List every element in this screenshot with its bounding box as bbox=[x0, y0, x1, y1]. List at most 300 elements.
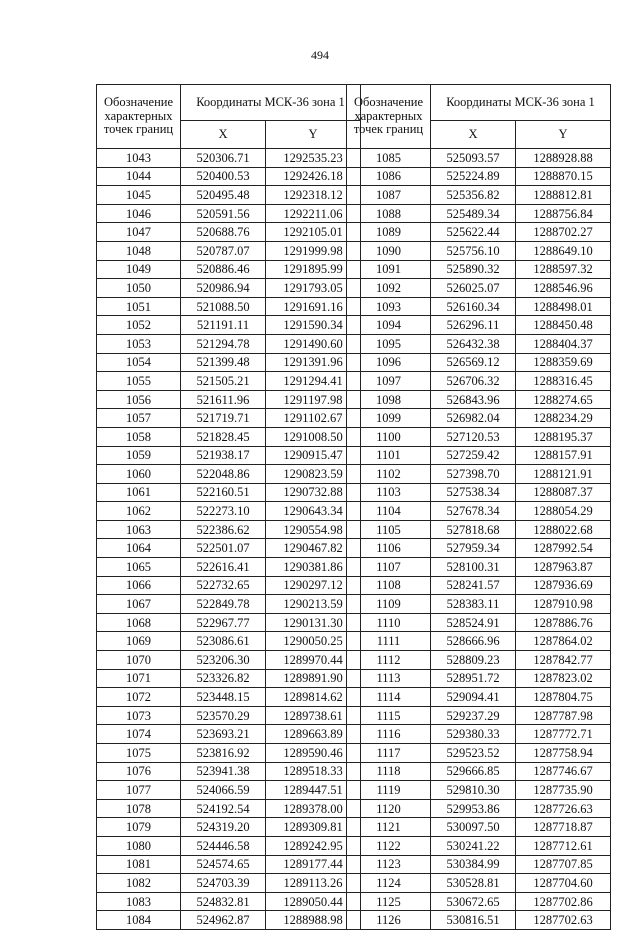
table-row bbox=[97, 241, 361, 260]
point-number-cell: 1116 bbox=[347, 725, 431, 744]
table-row bbox=[97, 390, 361, 409]
y-coordinate-cell: 1288546.96 bbox=[516, 279, 611, 298]
x-coordinate-cell: 530241.22 bbox=[431, 836, 516, 855]
y-coordinate-cell: 1288054.29 bbox=[516, 502, 611, 521]
x-coordinate-cell: 529810.30 bbox=[431, 781, 516, 800]
point-number-cell: 1125 bbox=[347, 892, 431, 911]
table-row bbox=[347, 855, 611, 874]
x-coordinate-cell: 520306.71 bbox=[181, 149, 266, 168]
x-coordinate-cell: 529237.29 bbox=[431, 706, 516, 725]
table-row bbox=[97, 762, 361, 781]
y-coordinate-cell: 1290381.86 bbox=[266, 558, 361, 577]
x-coordinate-cell: 520986.94 bbox=[181, 279, 266, 298]
point-number-cell: 1058 bbox=[97, 427, 181, 446]
x-coordinate-cell: 521828.45 bbox=[181, 427, 266, 446]
point-number-cell: 1095 bbox=[347, 334, 431, 353]
table-row bbox=[347, 316, 611, 335]
table-row bbox=[97, 297, 361, 316]
x-coordinate-cell: 526569.12 bbox=[431, 353, 516, 372]
y-coordinate-cell: 1287804.75 bbox=[516, 688, 611, 707]
table-row bbox=[97, 799, 361, 818]
point-number-cell: 1090 bbox=[347, 241, 431, 260]
point-number-cell: 1043 bbox=[97, 149, 181, 168]
x-coordinate-cell: 528100.31 bbox=[431, 558, 516, 577]
point-number-cell: 1083 bbox=[97, 892, 181, 911]
y-coordinate-cell: 1289970.44 bbox=[266, 651, 361, 670]
y-coordinate-cell: 1288404.37 bbox=[516, 334, 611, 353]
table-row bbox=[347, 762, 611, 781]
table-row bbox=[97, 465, 361, 484]
table-row bbox=[97, 539, 361, 558]
y-coordinate-cell: 1291490.60 bbox=[266, 334, 361, 353]
x-coordinate-cell: 521399.48 bbox=[181, 353, 266, 372]
x-coordinate-cell: 528809.23 bbox=[431, 651, 516, 670]
point-number-cell: 1061 bbox=[97, 483, 181, 502]
x-coordinate-cell: 521611.96 bbox=[181, 390, 266, 409]
table-row bbox=[97, 688, 361, 707]
point-number-cell: 1114 bbox=[347, 688, 431, 707]
point-number-cell: 1062 bbox=[97, 502, 181, 521]
point-number-cell: 1096 bbox=[347, 353, 431, 372]
point-number-cell: 1112 bbox=[347, 651, 431, 670]
y-coordinate-cell: 1292105.01 bbox=[266, 223, 361, 242]
x-coordinate-cell: 523941.38 bbox=[181, 762, 266, 781]
x-coordinate-cell: 526706.32 bbox=[431, 372, 516, 391]
x-coordinate-cell: 524319.20 bbox=[181, 818, 266, 837]
x-coordinate-cell: 525224.89 bbox=[431, 167, 516, 186]
y-column-header: Y bbox=[516, 121, 611, 149]
y-coordinate-cell: 1291691.16 bbox=[266, 297, 361, 316]
point-number-cell: 1045 bbox=[97, 186, 181, 205]
table-row bbox=[347, 483, 611, 502]
x-coordinate-cell: 521719.71 bbox=[181, 409, 266, 428]
y-coordinate-cell: 1291793.05 bbox=[266, 279, 361, 298]
y-coordinate-cell: 1291197.98 bbox=[266, 390, 361, 409]
table-row bbox=[97, 595, 361, 614]
y-coordinate-cell: 1288087.37 bbox=[516, 483, 611, 502]
point-number-cell: 1069 bbox=[97, 632, 181, 651]
x-coordinate-cell: 523816.92 bbox=[181, 744, 266, 763]
point-number-cell: 1077 bbox=[97, 781, 181, 800]
table-row bbox=[97, 334, 361, 353]
x-coordinate-cell: 524192.54 bbox=[181, 799, 266, 818]
x-coordinate-cell: 525093.57 bbox=[431, 149, 516, 168]
table-row bbox=[97, 204, 361, 223]
point-number-cell: 1106 bbox=[347, 539, 431, 558]
point-number-cell: 1110 bbox=[347, 613, 431, 632]
point-number-cell: 1120 bbox=[347, 799, 431, 818]
y-coordinate-cell: 1288812.81 bbox=[516, 186, 611, 205]
y-coordinate-cell: 1287864.02 bbox=[516, 632, 611, 651]
table-row bbox=[97, 576, 361, 595]
y-coordinate-cell: 1288498.01 bbox=[516, 297, 611, 316]
x-coordinate-cell: 524066.59 bbox=[181, 781, 266, 800]
point-number-cell: 1080 bbox=[97, 836, 181, 855]
x-coordinate-cell: 524832.81 bbox=[181, 892, 266, 911]
point-number-cell: 1085 bbox=[347, 149, 431, 168]
point-number-cell: 1102 bbox=[347, 465, 431, 484]
point-number-cell: 1126 bbox=[347, 911, 431, 930]
x-coordinate-cell: 527538.34 bbox=[431, 483, 516, 502]
x-coordinate-cell: 526160.34 bbox=[431, 297, 516, 316]
y-coordinate-cell: 1288234.29 bbox=[516, 409, 611, 428]
point-number-cell: 1074 bbox=[97, 725, 181, 744]
y-coordinate-cell: 1288450.48 bbox=[516, 316, 611, 335]
y-coordinate-cell: 1287735.90 bbox=[516, 781, 611, 800]
x-coordinate-cell: 526982.04 bbox=[431, 409, 516, 428]
x-coordinate-cell: 522967.77 bbox=[181, 613, 266, 632]
y-coordinate-cell: 1291008.50 bbox=[266, 427, 361, 446]
table-row bbox=[97, 372, 361, 391]
coordinates-header: Координаты МСК-36 зона 1 bbox=[181, 85, 361, 121]
table-row bbox=[347, 372, 611, 391]
y-coordinate-cell: 1288597.32 bbox=[516, 260, 611, 279]
y-coordinate-cell: 1291391.96 bbox=[266, 353, 361, 372]
point-number-cell: 1101 bbox=[347, 446, 431, 465]
x-coordinate-cell: 527959.34 bbox=[431, 539, 516, 558]
y-coordinate-cell: 1290732.88 bbox=[266, 483, 361, 502]
point-number-cell: 1103 bbox=[347, 483, 431, 502]
x-coordinate-cell: 530672.65 bbox=[431, 892, 516, 911]
table-row bbox=[347, 167, 611, 186]
x-coordinate-cell: 530528.81 bbox=[431, 874, 516, 893]
x-coordinate-cell: 524703.39 bbox=[181, 874, 266, 893]
y-coordinate-cell: 1289738.61 bbox=[266, 706, 361, 725]
table-row bbox=[347, 595, 611, 614]
point-number-cell: 1124 bbox=[347, 874, 431, 893]
x-coordinate-cell: 527818.68 bbox=[431, 520, 516, 539]
y-coordinate-cell: 1289309.81 bbox=[266, 818, 361, 837]
table-row bbox=[97, 260, 361, 279]
y-coordinate-cell: 1291294.41 bbox=[266, 372, 361, 391]
y-coordinate-cell: 1288195.37 bbox=[516, 427, 611, 446]
table-row bbox=[97, 149, 361, 168]
y-coordinate-cell: 1291895.99 bbox=[266, 260, 361, 279]
table-row bbox=[347, 520, 611, 539]
x-coordinate-cell: 530384.99 bbox=[431, 855, 516, 874]
y-coordinate-cell: 1287758.94 bbox=[516, 744, 611, 763]
point-number-cell: 1082 bbox=[97, 874, 181, 893]
point-number-cell: 1065 bbox=[97, 558, 181, 577]
point-number-cell: 1067 bbox=[97, 595, 181, 614]
x-coordinate-cell: 524962.87 bbox=[181, 911, 266, 930]
table-row bbox=[347, 688, 611, 707]
table-row bbox=[97, 911, 361, 930]
table-row bbox=[347, 558, 611, 577]
y-coordinate-cell: 1290213.59 bbox=[266, 595, 361, 614]
table-row bbox=[347, 465, 611, 484]
y-coordinate-cell: 1289590.46 bbox=[266, 744, 361, 763]
y-coordinate-cell: 1288022.68 bbox=[516, 520, 611, 539]
table-row bbox=[347, 539, 611, 558]
point-number-cell: 1078 bbox=[97, 799, 181, 818]
coordinates-table-right bbox=[346, 84, 611, 930]
y-coordinate-cell: 1287712.61 bbox=[516, 836, 611, 855]
point-number-cell: 1056 bbox=[97, 390, 181, 409]
y-coordinate-cell: 1287963.87 bbox=[516, 558, 611, 577]
point-number-cell: 1089 bbox=[347, 223, 431, 242]
point-number-cell: 1088 bbox=[347, 204, 431, 223]
y-coordinate-cell: 1290554.98 bbox=[266, 520, 361, 539]
point-number-cell: 1104 bbox=[347, 502, 431, 521]
table-row bbox=[97, 892, 361, 911]
y-coordinate-cell: 1288988.98 bbox=[266, 911, 361, 930]
y-coordinate-cell: 1287746.67 bbox=[516, 762, 611, 781]
table-row bbox=[97, 706, 361, 725]
point-number-cell: 1100 bbox=[347, 427, 431, 446]
y-coordinate-cell: 1289378.00 bbox=[266, 799, 361, 818]
point-number-cell: 1099 bbox=[347, 409, 431, 428]
point-number-cell: 1046 bbox=[97, 204, 181, 223]
y-coordinate-cell: 1290643.34 bbox=[266, 502, 361, 521]
x-coordinate-cell: 527259.42 bbox=[431, 446, 516, 465]
x-coordinate-cell: 527398.70 bbox=[431, 465, 516, 484]
x-coordinate-cell: 522616.41 bbox=[181, 558, 266, 577]
point-number-cell: 1073 bbox=[97, 706, 181, 725]
y-coordinate-cell: 1287726.63 bbox=[516, 799, 611, 818]
y-coordinate-cell: 1290467.82 bbox=[266, 539, 361, 558]
table-row bbox=[347, 781, 611, 800]
y-coordinate-cell: 1287910.98 bbox=[516, 595, 611, 614]
table-row bbox=[347, 632, 611, 651]
y-coordinate-cell: 1292535.23 bbox=[266, 149, 361, 168]
point-number-cell: 1048 bbox=[97, 241, 181, 260]
point-number-cell: 1053 bbox=[97, 334, 181, 353]
x-coordinate-cell: 525756.10 bbox=[431, 241, 516, 260]
table-row bbox=[97, 874, 361, 893]
point-number-cell: 1113 bbox=[347, 669, 431, 688]
x-coordinate-cell: 520400.53 bbox=[181, 167, 266, 186]
table-row bbox=[347, 241, 611, 260]
table-row bbox=[347, 186, 611, 205]
y-coordinate-cell: 1290050.25 bbox=[266, 632, 361, 651]
y-coordinate-cell: 1290823.59 bbox=[266, 465, 361, 484]
y-coordinate-cell: 1289050.44 bbox=[266, 892, 361, 911]
table-row bbox=[97, 483, 361, 502]
y-coordinate-cell: 1287886.76 bbox=[516, 613, 611, 632]
x-coordinate-cell: 522732.65 bbox=[181, 576, 266, 595]
point-number-cell: 1051 bbox=[97, 297, 181, 316]
x-coordinate-cell: 523693.21 bbox=[181, 725, 266, 744]
point-number-cell: 1081 bbox=[97, 855, 181, 874]
x-coordinate-cell: 525622.44 bbox=[431, 223, 516, 242]
point-number-cell: 1117 bbox=[347, 744, 431, 763]
point-number-cell: 1121 bbox=[347, 818, 431, 837]
point-number-cell: 1097 bbox=[347, 372, 431, 391]
x-coordinate-cell: 523570.29 bbox=[181, 706, 266, 725]
x-coordinate-cell: 528383.11 bbox=[431, 595, 516, 614]
table-row bbox=[97, 632, 361, 651]
point-number-cell: 1105 bbox=[347, 520, 431, 539]
y-coordinate-cell: 1288274.65 bbox=[516, 390, 611, 409]
table-row bbox=[347, 204, 611, 223]
table-row bbox=[347, 446, 611, 465]
x-coordinate-cell: 528524.91 bbox=[431, 613, 516, 632]
y-coordinate-cell: 1291590.34 bbox=[266, 316, 361, 335]
table-row bbox=[347, 744, 611, 763]
y-coordinate-cell: 1292211.06 bbox=[266, 204, 361, 223]
y-coordinate-cell: 1287707.85 bbox=[516, 855, 611, 874]
point-number-cell: 1066 bbox=[97, 576, 181, 595]
point-number-cell: 1084 bbox=[97, 911, 181, 930]
table-row bbox=[97, 558, 361, 577]
y-coordinate-cell: 1288928.88 bbox=[516, 149, 611, 168]
table-row bbox=[97, 651, 361, 670]
x-coordinate-cell: 521294.78 bbox=[181, 334, 266, 353]
point-number-cell: 1059 bbox=[97, 446, 181, 465]
x-coordinate-cell: 520886.46 bbox=[181, 260, 266, 279]
y-coordinate-cell: 1289663.89 bbox=[266, 725, 361, 744]
y-column-header: Y bbox=[266, 121, 361, 149]
table-row bbox=[347, 725, 611, 744]
page-number: 494 bbox=[311, 48, 329, 62]
x-coordinate-cell: 520787.07 bbox=[181, 241, 266, 260]
table-row bbox=[347, 502, 611, 521]
y-coordinate-cell: 1289518.33 bbox=[266, 762, 361, 781]
point-number-cell: 1072 bbox=[97, 688, 181, 707]
point-number-cell: 1094 bbox=[347, 316, 431, 335]
table-row bbox=[97, 855, 361, 874]
point-number-cell: 1060 bbox=[97, 465, 181, 484]
point-number-cell: 1123 bbox=[347, 855, 431, 874]
x-coordinate-cell: 528666.96 bbox=[431, 632, 516, 651]
y-coordinate-cell: 1289891.90 bbox=[266, 669, 361, 688]
x-coordinate-cell: 529666.85 bbox=[431, 762, 516, 781]
point-number-cell: 1118 bbox=[347, 762, 431, 781]
point-number-cell: 1092 bbox=[347, 279, 431, 298]
point-number-cell: 1079 bbox=[97, 818, 181, 837]
point-number-cell: 1122 bbox=[347, 836, 431, 855]
point-number-cell: 1107 bbox=[347, 558, 431, 577]
x-coordinate-cell: 525356.82 bbox=[431, 186, 516, 205]
x-coordinate-cell: 520688.76 bbox=[181, 223, 266, 242]
table-row bbox=[97, 744, 361, 763]
y-coordinate-cell: 1290297.12 bbox=[266, 576, 361, 595]
point-number-cell: 1098 bbox=[347, 390, 431, 409]
table-row bbox=[347, 260, 611, 279]
table-row bbox=[97, 353, 361, 372]
table-row bbox=[347, 390, 611, 409]
table-row bbox=[347, 223, 611, 242]
y-coordinate-cell: 1287992.54 bbox=[516, 539, 611, 558]
table-row bbox=[97, 725, 361, 744]
point-number-cell: 1044 bbox=[97, 167, 181, 186]
table-row bbox=[97, 781, 361, 800]
table-row bbox=[97, 446, 361, 465]
y-coordinate-cell: 1287718.87 bbox=[516, 818, 611, 837]
x-coordinate-cell: 522501.07 bbox=[181, 539, 266, 558]
y-coordinate-cell: 1287704.60 bbox=[516, 874, 611, 893]
table-row bbox=[347, 427, 611, 446]
y-coordinate-cell: 1290131.30 bbox=[266, 613, 361, 632]
point-designation-header: Обозначение характерных точек границ bbox=[347, 85, 431, 149]
point-number-cell: 1115 bbox=[347, 706, 431, 725]
y-coordinate-cell: 1287702.86 bbox=[516, 892, 611, 911]
table-row bbox=[97, 427, 361, 446]
x-coordinate-cell: 528951.72 bbox=[431, 669, 516, 688]
y-coordinate-cell: 1291102.67 bbox=[266, 409, 361, 428]
x-coordinate-cell: 527120.53 bbox=[431, 427, 516, 446]
x-coordinate-cell: 526843.96 bbox=[431, 390, 516, 409]
x-coordinate-cell: 527678.34 bbox=[431, 502, 516, 521]
point-number-cell: 1086 bbox=[347, 167, 431, 186]
x-coordinate-cell: 530816.51 bbox=[431, 911, 516, 930]
point-number-cell: 1075 bbox=[97, 744, 181, 763]
y-coordinate-cell: 1287702.63 bbox=[516, 911, 611, 930]
point-number-cell: 1109 bbox=[347, 595, 431, 614]
coordinates-header: Координаты МСК-36 зона 1 bbox=[431, 85, 611, 121]
x-coordinate-cell: 526025.07 bbox=[431, 279, 516, 298]
table-row bbox=[97, 520, 361, 539]
y-coordinate-cell: 1287772.71 bbox=[516, 725, 611, 744]
y-coordinate-cell: 1288756.84 bbox=[516, 204, 611, 223]
point-number-cell: 1076 bbox=[97, 762, 181, 781]
y-coordinate-cell: 1288649.10 bbox=[516, 241, 611, 260]
x-coordinate-cell: 521088.50 bbox=[181, 297, 266, 316]
y-coordinate-cell: 1288702.27 bbox=[516, 223, 611, 242]
x-coordinate-cell: 529380.33 bbox=[431, 725, 516, 744]
point-designation-header: Обозначение характерных точек границ bbox=[97, 85, 181, 149]
x-coordinate-cell: 523206.30 bbox=[181, 651, 266, 670]
y-coordinate-cell: 1288157.91 bbox=[516, 446, 611, 465]
y-coordinate-cell: 1289242.95 bbox=[266, 836, 361, 855]
y-coordinate-cell: 1290915.47 bbox=[266, 446, 361, 465]
y-coordinate-cell: 1288870.15 bbox=[516, 167, 611, 186]
table-row bbox=[97, 818, 361, 837]
table-row bbox=[97, 669, 361, 688]
y-coordinate-cell: 1288316.45 bbox=[516, 372, 611, 391]
x-coordinate-cell: 526296.11 bbox=[431, 316, 516, 335]
table-row bbox=[347, 836, 611, 855]
y-coordinate-cell: 1292426.18 bbox=[266, 167, 361, 186]
table-row bbox=[97, 502, 361, 521]
y-coordinate-cell: 1287823.02 bbox=[516, 669, 611, 688]
x-coordinate-cell: 521938.17 bbox=[181, 446, 266, 465]
x-coordinate-cell: 522386.62 bbox=[181, 520, 266, 539]
point-number-cell: 1049 bbox=[97, 260, 181, 279]
table-row bbox=[347, 334, 611, 353]
table-row bbox=[347, 892, 611, 911]
x-coordinate-cell: 528241.57 bbox=[431, 576, 516, 595]
table-row bbox=[97, 167, 361, 186]
x-coordinate-cell: 529523.52 bbox=[431, 744, 516, 763]
table-row bbox=[97, 316, 361, 335]
point-number-cell: 1047 bbox=[97, 223, 181, 242]
x-coordinate-cell: 524574.65 bbox=[181, 855, 266, 874]
table-row bbox=[347, 576, 611, 595]
x-coordinate-cell: 529953.86 bbox=[431, 799, 516, 818]
x-coordinate-cell: 526432.38 bbox=[431, 334, 516, 353]
point-number-cell: 1057 bbox=[97, 409, 181, 428]
table-row bbox=[347, 409, 611, 428]
x-coordinate-cell: 523086.61 bbox=[181, 632, 266, 651]
y-coordinate-cell: 1292318.12 bbox=[266, 186, 361, 205]
x-coordinate-cell: 524446.58 bbox=[181, 836, 266, 855]
table-row bbox=[347, 818, 611, 837]
x-coordinate-cell: 522048.86 bbox=[181, 465, 266, 484]
point-number-cell: 1087 bbox=[347, 186, 431, 205]
x-coordinate-cell: 525489.34 bbox=[431, 204, 516, 223]
point-number-cell: 1050 bbox=[97, 279, 181, 298]
table-row bbox=[97, 279, 361, 298]
y-coordinate-cell: 1287936.69 bbox=[516, 576, 611, 595]
x-column-header: X bbox=[431, 121, 516, 149]
y-coordinate-cell: 1289814.62 bbox=[266, 688, 361, 707]
point-number-cell: 1093 bbox=[347, 297, 431, 316]
table-row bbox=[347, 279, 611, 298]
point-number-cell: 1063 bbox=[97, 520, 181, 539]
coordinates-table-left bbox=[96, 84, 361, 930]
